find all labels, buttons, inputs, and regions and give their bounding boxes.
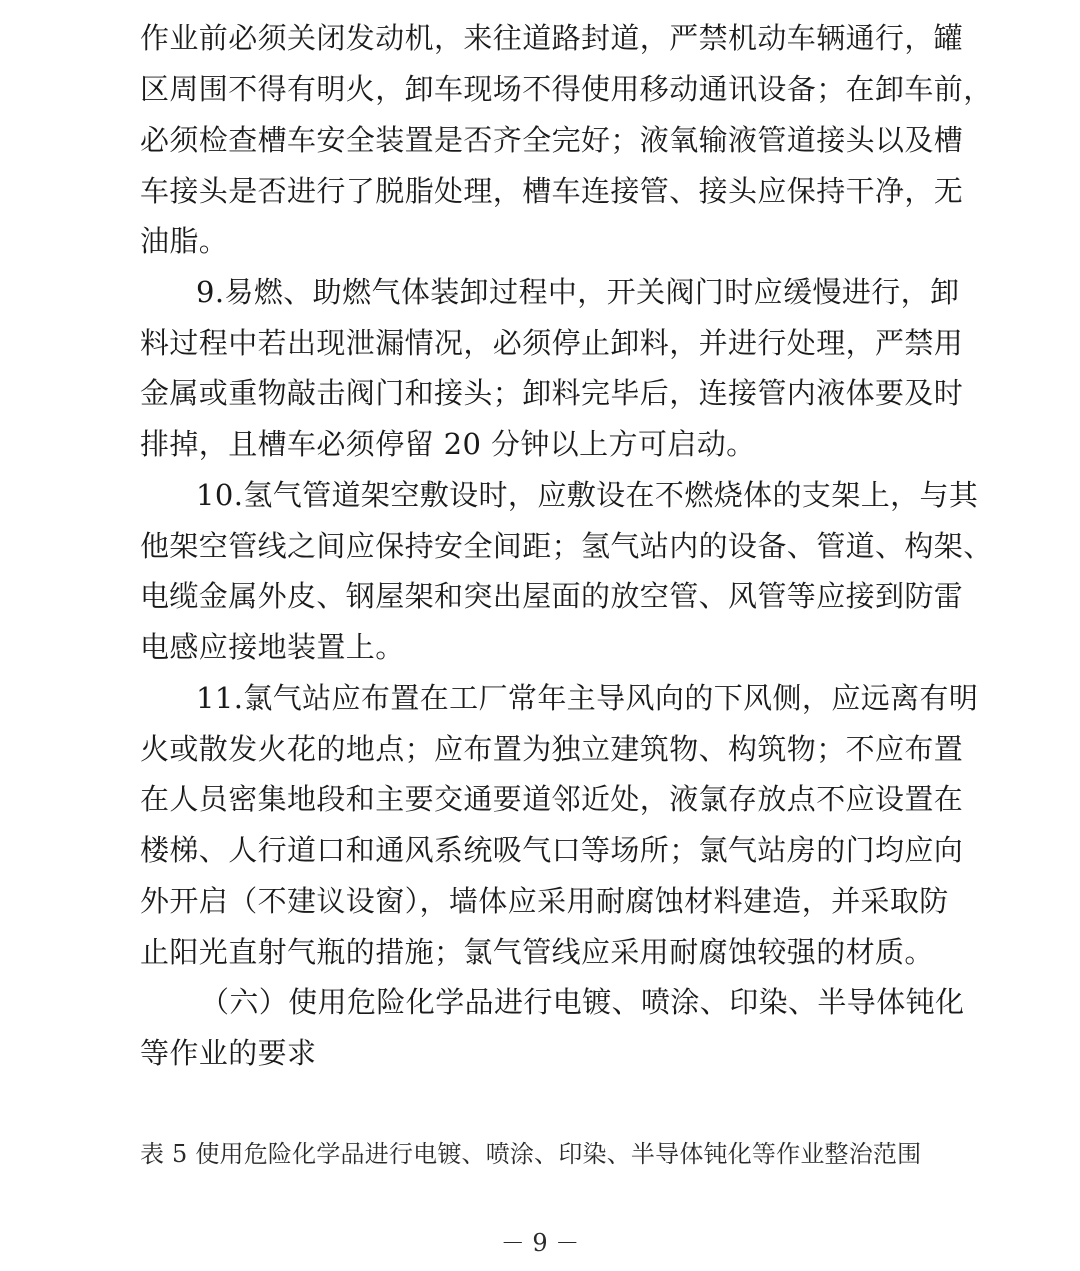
paragraph-line: 外开启（不建议设窗），墙体应采用耐腐蚀材料建造，并采取防: [140, 884, 949, 918]
paragraph-line: 料过程中若出现泄漏情况，必须停止卸料，并进行处理，严禁用: [140, 326, 964, 360]
paragraph-line: 止阳光直射气瓶的措施；氯气管线应采用耐腐蚀较强的材质。: [140, 935, 934, 969]
table-caption: 表 5 使用危险化学品进行电镀、喷涂、印染、半导体钝化等作业整治范围: [140, 1140, 922, 1168]
paragraph-line: 楼梯、人行道口和通风系统吸气口等场所；氯气站房的门均应向: [140, 833, 964, 867]
page-number: － 9 －: [500, 1229, 580, 1257]
paragraph-line: 在人员密集地段和主要交通要道邻近处，液氯存放点不应设置在: [140, 782, 964, 816]
paragraph-line: 必须检查槽车安全装置是否齐全完好；液氧输液管道接头以及槽: [140, 123, 964, 157]
paragraph-line: 9.易燃、助燃气体装卸过程中，开关阀门时应缓慢进行，卸: [196, 275, 960, 309]
paragraph-line: 电缆金属外皮、钢屋架和突出屋面的放空管、风管等应接到防雷: [140, 579, 964, 613]
paragraph-line: 11.氯气站应布置在工厂常年主导风向的下风侧，应远离有明: [196, 681, 979, 715]
section-heading-line: （六）使用危险化学品进行电镀、喷涂、印染、半导体钝化: [200, 985, 965, 1019]
paragraph-line: 区周围不得有明火，卸车现场不得使用移动通讯设备；在卸车前，: [140, 72, 993, 106]
paragraph-line: 电感应接地装置上。: [140, 630, 405, 664]
paragraph-line: 他架空管线之间应保持安全间距；氢气站内的设备、管道、构架、: [140, 529, 993, 563]
section-heading-line: 等作业的要求: [140, 1036, 317, 1070]
paragraph-line: 作业前必须关闭发动机，来往道路封道，严禁机动车辆通行，罐: [140, 21, 964, 55]
paragraph-line: 金属或重物敲击阀门和接头；卸料完毕后，连接管内液体要及时: [140, 376, 964, 410]
paragraph-line: 车接头是否进行了脱脂处理，槽车连接管、接头应保持干净，无: [140, 174, 964, 208]
paragraph-line: 排掉，且槽车必须停留 20 分钟以上方可启动。: [140, 427, 756, 461]
paragraph-line: 火或散发火花的地点；应布置为独立建筑物、构筑物；不应布置: [140, 732, 964, 766]
paragraph-line: 油脂。: [140, 224, 229, 258]
paragraph-line: 10.氢气管道架空敷设时，应敷设在不燃烧体的支架上，与其: [196, 478, 979, 512]
